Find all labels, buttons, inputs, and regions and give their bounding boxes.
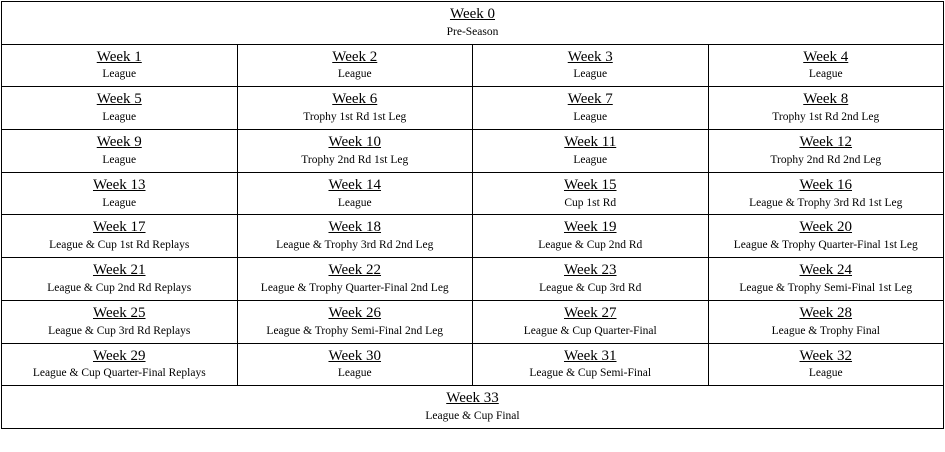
week-cell-9 <box>2 130 238 173</box>
week-title: Week 26 <box>328 304 382 321</box>
week-subtitle: League & Cup Quarter-Final Replays <box>32 367 206 380</box>
week-title: Week 21 <box>92 262 146 279</box>
week-cell-18 <box>237 215 473 258</box>
week-cell-21 <box>2 258 238 301</box>
table-row <box>2 258 944 301</box>
week-subtitle: League & Cup 2nd Rd Replays <box>47 281 192 294</box>
week-subtitle: Cup 1st Rd <box>564 196 617 209</box>
week-cell-29 <box>2 343 238 386</box>
week-title: Week 16 <box>799 176 853 193</box>
week-title: Week 15 <box>563 176 617 193</box>
week-cell-8 <box>708 87 944 130</box>
week-subtitle: League <box>337 367 372 380</box>
table-row <box>2 172 944 215</box>
week-subtitle: Trophy 1st Rd 2nd Leg <box>772 111 880 124</box>
week-cell-16 <box>708 172 944 215</box>
table-row <box>2 44 944 87</box>
week-title: Week 11 <box>564 134 617 151</box>
week-subtitle: League & Trophy Quarter-Final 2nd Leg <box>260 281 449 294</box>
week-subtitle: Trophy 2nd Rd 2nd Leg <box>770 153 882 166</box>
week-subtitle: League & Trophy Final <box>771 324 880 337</box>
week-title: Week 7 <box>567 91 613 108</box>
week-cell-30 <box>237 343 473 386</box>
week-cell-6 <box>237 87 473 130</box>
week-title: Week 5 <box>96 91 142 108</box>
week-title: Week 25 <box>92 304 146 321</box>
week-title: Week 23 <box>563 262 617 279</box>
week-subtitle: League & Cup 2nd Rd <box>538 239 643 252</box>
week-title: Week 29 <box>92 347 146 364</box>
week-subtitle: League <box>573 68 608 81</box>
week-subtitle: League <box>808 367 843 380</box>
week-title: Week 20 <box>799 219 853 236</box>
week-cell-5 <box>2 87 238 130</box>
week-title: Week 2 <box>332 48 378 65</box>
week-title: Week 0 <box>449 6 496 22</box>
week-title: Week 9 <box>96 134 142 151</box>
week-subtitle: League & Cup Quarter-Final <box>523 324 657 337</box>
week-subtitle: League & Cup Semi-Final <box>529 367 652 380</box>
week-title: Week 10 <box>328 134 382 151</box>
schedule-footer-row <box>2 386 944 429</box>
week-subtitle: Trophy 2nd Rd 1st Leg <box>301 153 409 166</box>
week-cell-22 <box>237 258 473 301</box>
week-title: Week 4 <box>803 48 849 65</box>
week-cell-0 <box>2 2 944 45</box>
week-subtitle: League & Trophy 3rd Rd 2nd Leg <box>276 239 434 252</box>
week-subtitle: League & Cup 3rd Rd Replays <box>48 324 191 337</box>
week-cell-17 <box>2 215 238 258</box>
week-cell-31 <box>473 343 709 386</box>
week-cell-15 <box>473 172 709 215</box>
week-subtitle: League <box>102 153 137 166</box>
week-subtitle: League & Cup 3rd Rd <box>539 281 642 294</box>
week-subtitle: League & Trophy Semi-Final 2nd Leg <box>266 324 444 337</box>
week-title: Week 28 <box>799 304 853 321</box>
week-subtitle: League & Trophy 3rd Rd 1st Leg <box>749 196 903 209</box>
week-cell-1 <box>2 44 238 87</box>
week-title: Week 6 <box>332 91 378 108</box>
week-subtitle: League <box>573 111 608 124</box>
week-title: Week 8 <box>803 91 849 108</box>
week-title: Week 27 <box>563 304 617 321</box>
week-subtitle: League & Cup 1st Rd Replays <box>49 239 190 252</box>
week-cell-2 <box>237 44 473 87</box>
week-subtitle: League <box>573 153 608 166</box>
week-title: Week 31 <box>563 347 617 364</box>
week-title: Week 24 <box>799 262 853 279</box>
week-cell-11 <box>473 130 709 173</box>
week-subtitle: League <box>337 196 372 209</box>
week-cell-14 <box>237 172 473 215</box>
week-title: Week 1 <box>96 48 142 65</box>
week-cell-25 <box>2 300 238 343</box>
table-row <box>2 87 944 130</box>
week-cell-13 <box>2 172 238 215</box>
week-title: Week 18 <box>328 219 382 236</box>
week-cell-7 <box>473 87 709 130</box>
week-cell-3 <box>473 44 709 87</box>
table-row <box>2 215 944 258</box>
week-cell-12 <box>708 130 944 173</box>
week-title: Week 22 <box>328 262 382 279</box>
week-title: Week 12 <box>799 134 853 151</box>
week-subtitle: Trophy 1st Rd 1st Leg <box>303 111 407 124</box>
week-subtitle: League <box>102 111 137 124</box>
week-title: Week 30 <box>328 347 382 364</box>
week-subtitle: League & Trophy Quarter-Final 1st Leg <box>733 239 918 252</box>
week-cell-32 <box>708 343 944 386</box>
week-title: Week 17 <box>92 219 146 236</box>
week-cell-27 <box>473 300 709 343</box>
week-subtitle: League <box>102 196 137 209</box>
week-cell-19 <box>473 215 709 258</box>
week-subtitle: League <box>337 68 372 81</box>
week-subtitle: League <box>808 68 843 81</box>
week-subtitle: League & Cup Final <box>425 409 520 422</box>
week-cell-33 <box>2 386 944 429</box>
week-title: Week 13 <box>92 176 146 193</box>
week-subtitle: League & Trophy Semi-Final 1st Leg <box>739 281 913 294</box>
week-cell-24 <box>708 258 944 301</box>
season-schedule-table <box>1 1 944 429</box>
week-cell-23 <box>473 258 709 301</box>
schedule-body <box>2 2 944 429</box>
week-subtitle: Pre-Season <box>446 25 499 38</box>
week-cell-10 <box>237 130 473 173</box>
table-row <box>2 130 944 173</box>
table-row <box>2 300 944 343</box>
week-subtitle: League <box>102 68 137 81</box>
week-title: Week 19 <box>563 219 617 236</box>
week-title: Week 33 <box>446 390 499 407</box>
week-title: Week 3 <box>567 48 613 65</box>
week-cell-26 <box>237 300 473 343</box>
week-cell-20 <box>708 215 944 258</box>
week-cell-28 <box>708 300 944 343</box>
week-cell-4 <box>708 44 944 87</box>
table-row <box>2 343 944 386</box>
week-title: Week 14 <box>328 176 382 193</box>
week-title: Week 32 <box>799 347 853 364</box>
schedule-header-row <box>2 2 944 45</box>
